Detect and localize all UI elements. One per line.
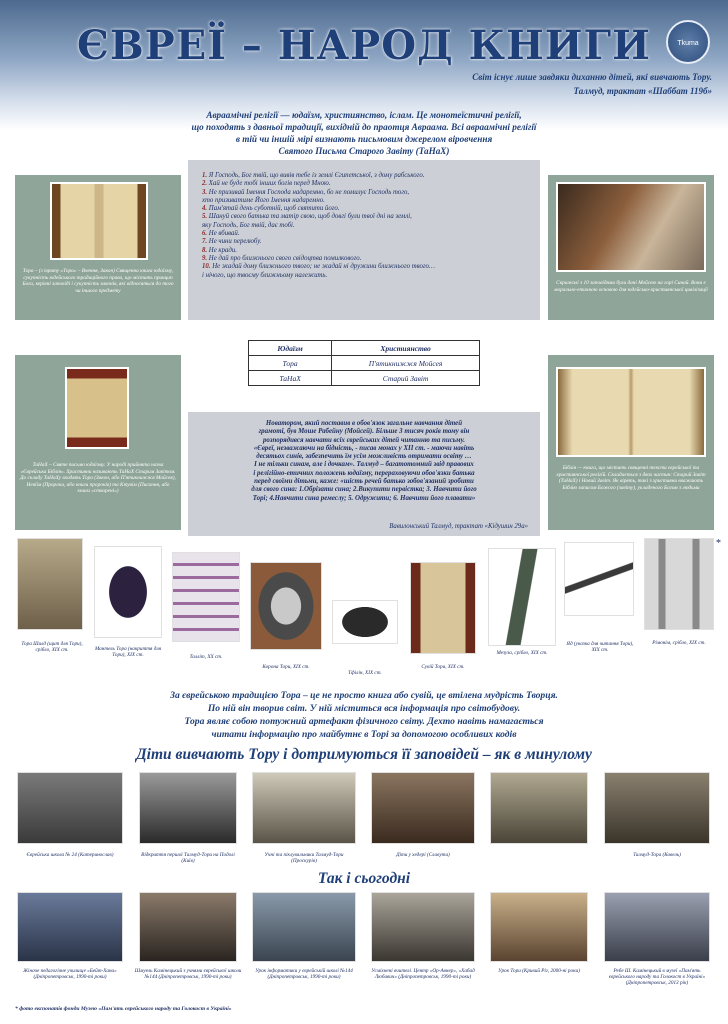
bible-caption: Біблія — книга, що містить священні тексти єврейської та християнської релігій. Складається з двох частин: Старий Завіт (ТаНаХ) і Новий Завіт. Як вірять, такі з християни вважають Біблію записом Божого (завіту), укладеного Богом з людьми	[556, 465, 706, 491]
commandment-text: Шануй свого батька та матір свою, щоб довгі були твої дні на землі,	[208, 213, 412, 221]
tradition-line: По ній він творив світ. У ній міститься вся інформація про світобудову.	[207, 703, 521, 714]
rimonim-photo	[644, 538, 714, 630]
item-caption: Мантель Тора (накриття для Тори), XIX ст.	[94, 646, 162, 659]
present-photo	[371, 892, 475, 962]
past-heading: Діти вивчають Тору і дотримуються її заповідей – як в минулому	[136, 746, 592, 763]
commandment-item	[202, 197, 532, 205]
past-caption: Відкриття першої Талмуд-Тори на Подолі (Київ)	[141, 852, 235, 865]
commandment-item	[202, 272, 532, 280]
item-caption: Корона Тори, XIX ст.	[262, 664, 310, 670]
commandment-text: і нічого, що твоєму ближньому належить.	[202, 271, 328, 279]
education-line: для свого сина: 1.Обрізати сина; 2.Викупити первістка; 3. Навчити його	[251, 486, 477, 494]
tanakh-caption: ТаНаХ – Святе письмо юдаїзму. У народі прийнята назва «Єврейська Біблія». Християни називають ТаНаХ Старим Завітом. До складу ТаНаХу входять Тора (Закон, або П'ятикнижжя Мойсея), Невіїм (Пророки, або книги пророків) та Ктувім (Писання, або книги «створені»)	[20, 462, 176, 494]
commandment-text: Я Господь, Бог твій, що вивів тебе із землі Єгипетської, з дому рабського.	[208, 172, 425, 179]
commandment-number: 7.	[202, 238, 209, 246]
footnote-marker: *	[716, 538, 721, 549]
table-cell: ТаНаХ	[249, 371, 332, 386]
tradition-line: читати інформацію про майбутнє в Торі за допомогою особливих кодів	[211, 729, 517, 740]
commandment-item	[202, 238, 532, 246]
commandment-number: 5.	[202, 213, 209, 221]
past-photo	[490, 772, 588, 844]
torah-mantle-photo	[94, 546, 162, 638]
commandments-list	[202, 172, 532, 280]
present-caption: Шмуель Камінецький з учнями єврейської школи №144 (Дніпропетровськ, 1990-ті роки)	[134, 968, 242, 981]
education-line: і релігійно-етичних положень юдаїзму, перераховуючи обов'язки батька	[253, 469, 475, 477]
intro-line: в тій чи іншій мірі визнають письмовим джерелом віровчення	[235, 134, 493, 144]
past-caption: Учні та піклувальники Талмуд-Тори (Проскурів)	[264, 852, 344, 865]
mezuzah-photo	[488, 548, 556, 646]
education-line: I не тільки синам, але і дочкам». Талмуд – багатотомний звід правових	[254, 461, 474, 469]
commandment-item	[202, 255, 532, 263]
past-caption: Талмуд-Тора (Ковель)	[633, 852, 681, 858]
present-photo	[17, 892, 123, 962]
commandment-item	[202, 213, 532, 221]
item-caption: Мезуза, срібло, XIX ст.	[496, 650, 548, 656]
commandment-item	[202, 230, 532, 238]
commandment-number: 2.	[202, 180, 209, 188]
commandment-number: 4.	[202, 205, 209, 213]
bible-book-photo	[556, 367, 706, 457]
item-caption: Сувій Тори, XIX ст.	[421, 664, 465, 670]
item-caption: Талліт, XX ст.	[189, 654, 223, 660]
past-photo	[17, 772, 123, 844]
tanakh-book-photo	[65, 367, 129, 449]
moses-tablets-photo	[556, 182, 706, 272]
commandment-number: 8.	[202, 246, 209, 254]
commandment-number: 9.	[202, 254, 209, 262]
past-photo	[139, 772, 237, 844]
present-photo	[490, 892, 588, 962]
commandment-number: 10.	[202, 263, 213, 271]
present-photo	[604, 892, 710, 962]
education-line: «Євреї, незважаючи на бідність, - писав монах у XII ст. - маючи навіть	[253, 444, 475, 452]
commandment-text: хто призиватиме Його Імення надаремно.	[202, 196, 325, 204]
commandment-text: Не дай про ближнього свого свідоцтва помилкового.	[208, 254, 362, 262]
commandment-number: 1.	[202, 172, 209, 179]
moses-caption: Скрижалі з 10 заповідями були дані Мойсею на горі Синай. Вони є морально-етичною основою для юдейсько-християнської цивілізації	[554, 280, 708, 293]
commandment-item	[202, 222, 532, 230]
torah-scroll-photo	[50, 182, 148, 260]
education-line: Новатором, який поставив в обов'язок загальне навчання дітей	[265, 420, 463, 427]
torah-crown-photo	[250, 562, 322, 650]
torah-scroll-item-photo	[410, 562, 476, 654]
past-caption: Єврейська школа № 24 (Катеринослав)	[26, 852, 114, 858]
table-cell: П'ятикнижжя Мойсея	[332, 356, 480, 371]
education-source: Вавилонський Талмуд, трактат «Кідушин 29а»	[389, 523, 528, 530]
commandment-text: Не призивай Імення Господа надаремно, бо не помилує Господь того,	[208, 188, 410, 196]
commandment-item	[202, 247, 532, 255]
commandment-number: 6.	[202, 230, 209, 238]
past-photo	[252, 772, 356, 844]
epigraph-source: Талмуд, трактат «Шаббат 119б»	[573, 86, 712, 96]
intro-line: що походять з давньої традиції, вихідній до праотця Авраама. Всі авраамічні релігії	[191, 122, 537, 132]
past-photo	[604, 772, 710, 844]
item-caption: Тора Шилд (щит для Тори), срібло, XIX ст.	[21, 641, 83, 654]
commandment-number: 3.	[202, 188, 209, 196]
present-photo	[139, 892, 237, 962]
table-cell: Тора	[249, 356, 332, 371]
table-cell: Старий Завіт	[332, 371, 480, 386]
footnote: * фото експонатів фонди Музею «Пам'ять єврейського народу та Голокост в Україні»	[15, 1006, 232, 1012]
item-caption: Рімонім, срібло, XIX ст.	[652, 640, 706, 646]
education-line: розпорядився навчати всіх єврейських дітей читанню та письму.	[262, 436, 465, 444]
education-line: перед своїми дітьми, каже: «шість речей батько зобов'язаний зробити	[254, 478, 474, 486]
tallit-photo	[172, 552, 240, 642]
yad-photo	[564, 542, 634, 616]
commandment-text: Хай не буде тобі інших богів перед Мною.	[208, 180, 331, 188]
education-line: десятьох синів, забезпечить їм усім можливість отримати освіту …	[256, 453, 472, 461]
item-caption: Тфілін, XIX ст.	[348, 670, 382, 676]
education-text	[194, 420, 534, 503]
commandment-item	[202, 180, 532, 188]
commandment-item	[202, 205, 532, 213]
present-heading: Так і сьогодні	[317, 870, 411, 887]
present-caption: Урок Тори (Кривий Ріг, 2000-ні роки)	[498, 968, 580, 974]
page-title: ЄВРЕЇ – НАРОД КНИГИ	[77, 22, 651, 69]
present-caption: Усміхнені вчителі. Центр «Ор-Авнер», «Хабад Любавич» (Дніпропетровськ, 1990-ті роки)	[371, 968, 475, 981]
museum-logo: Tkuma	[666, 20, 710, 64]
tradition-line: За єврейською традицією Тора – це не просто книга або сувій, це втілена мудрість Творця.	[170, 690, 558, 701]
present-caption: Жіноче педагогічне училище «Бейт-Хана» (Дніпропетровськ, 1990-ті роки)	[23, 968, 117, 981]
past-caption: Діти у хедері (Славута)	[396, 852, 450, 858]
intro-line: Авраамічні релігії — юдаїзм, християнство, іслам. Це монотеїстичні релігії,	[206, 110, 522, 120]
education-line: грамоті, був Моше Рабейну (Мойсей). Більше 3 тисяч років тому він	[258, 428, 470, 436]
commandment-item	[202, 172, 532, 180]
epigraph-quote: Світ існує лише завдяки диханню дітей, які вивчають Тору.	[472, 72, 712, 82]
commandment-text: Не вбивай.	[208, 230, 240, 238]
table-header-judaism: Юдаїзм	[249, 341, 332, 356]
torah-shield-photo	[17, 538, 83, 630]
torah-caption: Тора – (з івриту «Тора» – Вчення, Закон) Священна книга юдаїзму, сукупність юдейського традиційного права, що містить принцип Бога, керівні заповіді і сукупність законів, які відносяться до того чи іншого предмету	[22, 268, 174, 294]
present-photo	[252, 892, 356, 962]
present-caption: Ребе Ш. Камінецький в музеї «Пам'ять єврейського народу та Голокост в Україні» (Дніпропетровськ, 2013 рік)	[608, 968, 706, 987]
commandment-text: Не кради.	[208, 246, 237, 254]
table-header-christianity: Християнство	[332, 341, 480, 356]
commandment-text: Не чини перелюбу.	[208, 238, 262, 246]
commandment-text: яку Господь, Бог твій, дає тобі.	[202, 221, 295, 229]
commandment-item	[202, 263, 532, 271]
comparison-table	[248, 340, 480, 386]
past-photo	[371, 772, 475, 844]
tradition-line: Тора являє собою потужний артефакт фізичного світу. Дехто навіть намагається	[184, 716, 544, 727]
education-line: Торі; 4.Навчити сина ремеслу; 5. Одружити; 6. Навчити його плавати»	[252, 494, 476, 502]
commandment-text: Не жадай дому ближнього твого; не жадай ні дружини ближнього твого…	[212, 263, 435, 271]
item-caption: Яд (указка для читання Тори), XIX ст.	[566, 641, 634, 654]
commandment-item	[202, 189, 532, 197]
intro-line: Святого Письма Старого Завіту (ТаНаХ)	[278, 146, 450, 156]
tefillin-photo	[332, 600, 398, 644]
commandment-text: Пам'ятай день суботній, щоб святити його.	[208, 205, 340, 213]
present-caption: Урок інформатики у єврейській школі №144 (Дніпропетровськ, 1990-ті роки)	[255, 968, 353, 981]
